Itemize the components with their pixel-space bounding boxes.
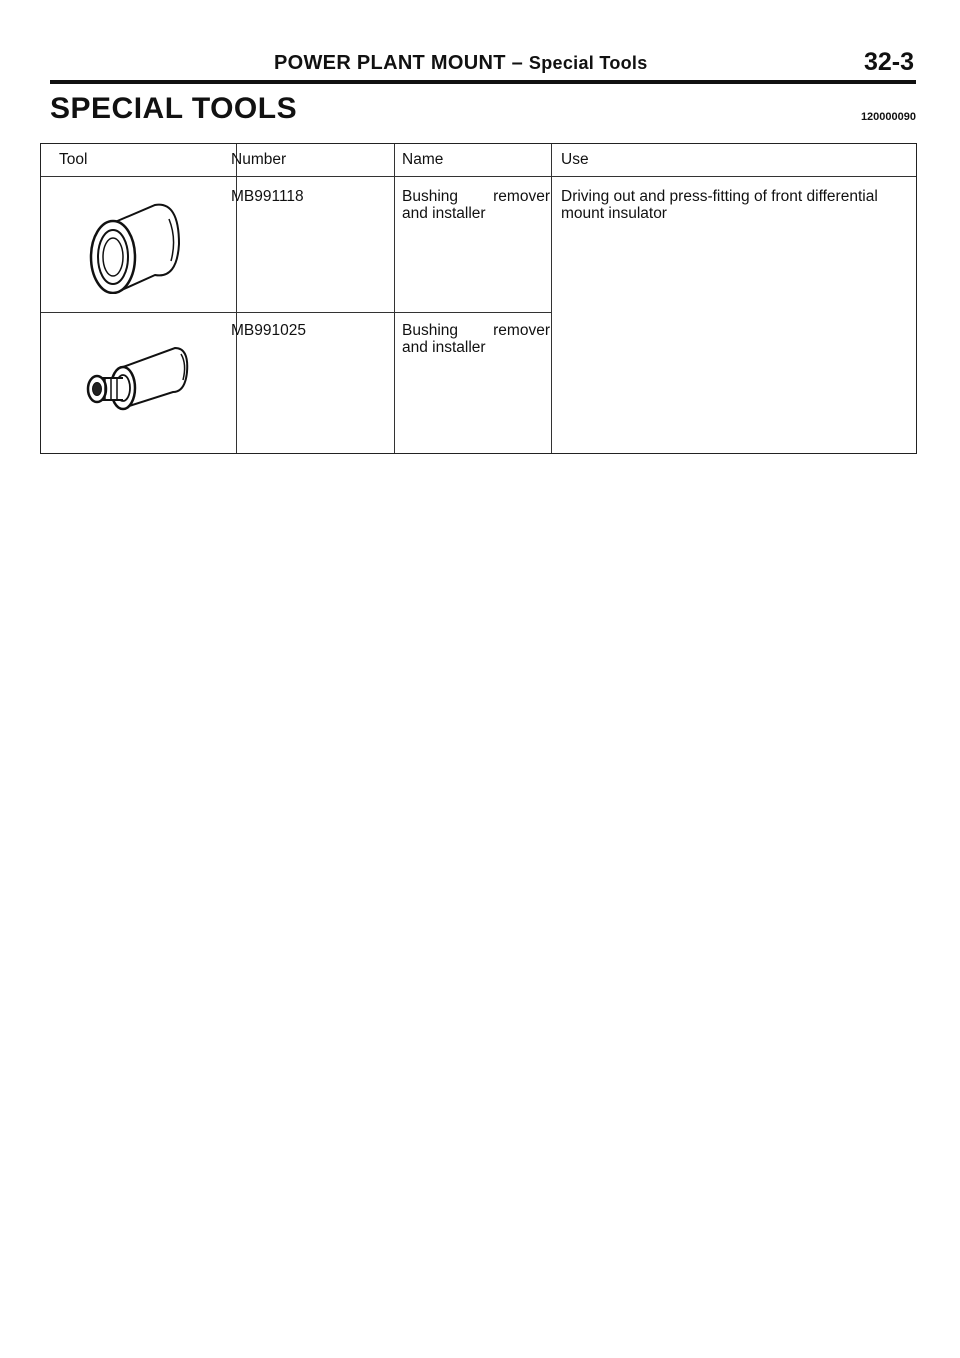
bushing-remover-sleeve-icon (85, 199, 185, 299)
column-divider (394, 144, 395, 453)
header-title-sub: Special Tools (528, 53, 648, 73)
header-title (274, 52, 648, 75)
header-title-dash: – (511, 52, 524, 74)
column-header-tool: Tool (59, 151, 88, 168)
special-tools-table (40, 143, 917, 454)
tool-name-line: Bushing remover (402, 188, 550, 205)
column-header-number: Number (231, 151, 287, 168)
page-number: 32-3 (863, 48, 914, 76)
tool-name-line: and installer (402, 205, 486, 222)
column-header-name: Name (402, 151, 444, 168)
bushing-remover-bolt-icon (75, 334, 195, 424)
header-row-divider (41, 176, 916, 177)
tool-name (402, 322, 550, 356)
tool-number: MB991118 (231, 188, 304, 205)
tool-name-line: and installer (402, 339, 486, 356)
tool-name-line: Bushing remover (402, 322, 550, 339)
tool-use: Driving out and press-fitting of front differential mount insulator (561, 188, 878, 222)
tool-number: MB991025 (231, 322, 306, 339)
row-divider (41, 312, 552, 313)
page-header (50, 48, 916, 84)
column-divider (551, 144, 552, 453)
section-title: SPECIAL TOOLS (50, 92, 298, 125)
header-title-main: POWER PLANT MOUNT (274, 52, 506, 74)
reference-code: 120000090 (860, 111, 916, 123)
column-header-use: Use (561, 151, 589, 168)
tool-name (402, 188, 550, 222)
